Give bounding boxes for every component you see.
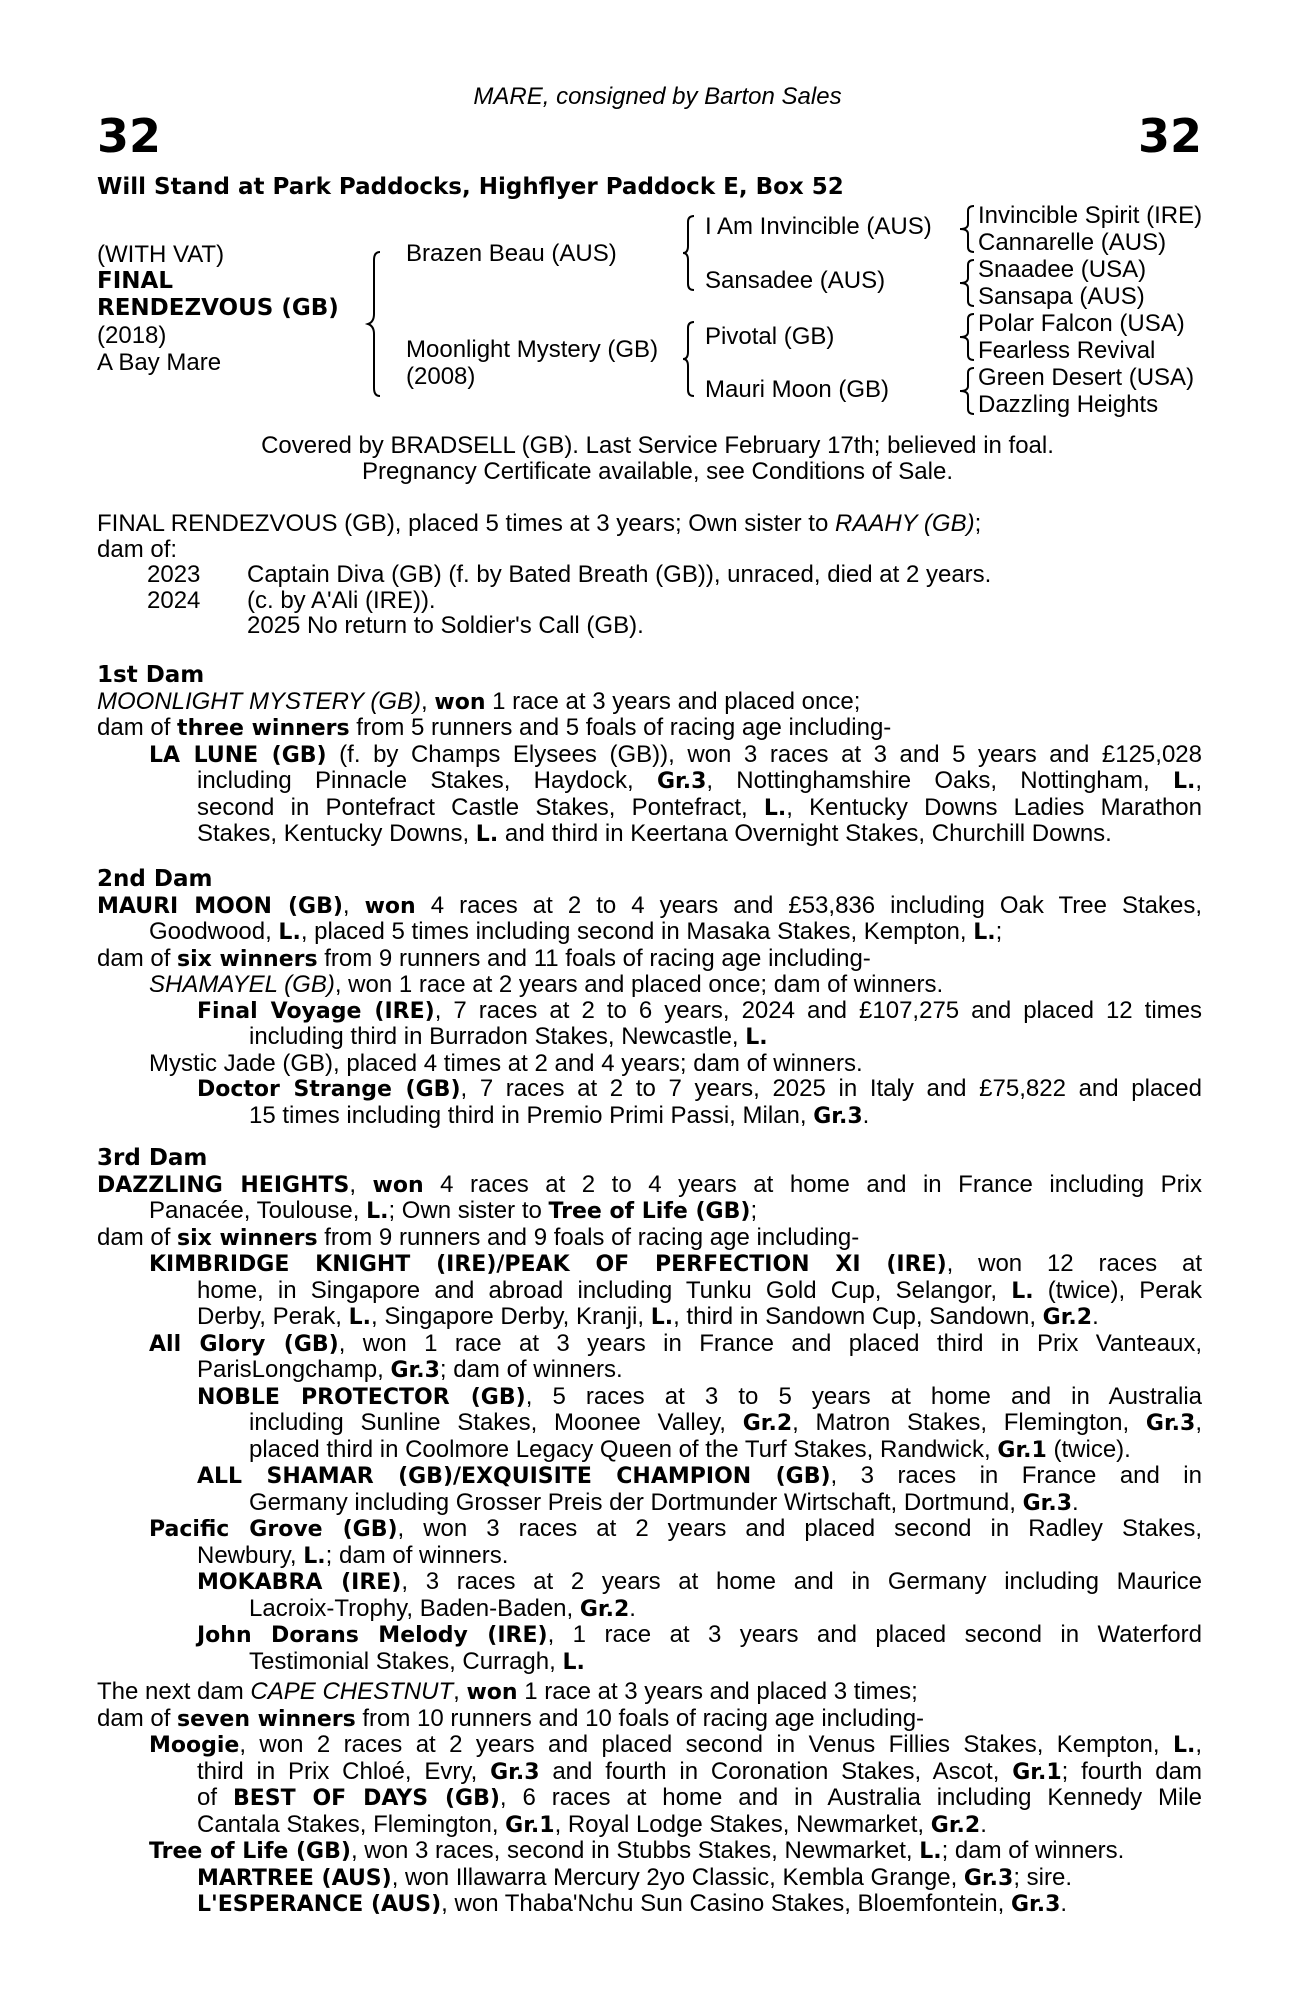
consignment-line: MARE, consigned by Barton Sales (473, 83, 842, 110)
text-line: Derby, Perak, L., Singapore Derby, Kranji, L., third in Sandown Cup, Sandown, Gr.2. (197, 1303, 1099, 1330)
produce-year: 2024 (147, 586, 201, 614)
text-line: LA LUNE (GB) (f. by Champs Elysees (GB)), won 3 races at 3 and 5 years and £125,028 (149, 740, 1202, 768)
first-dam-section (97, 663, 1202, 848)
text-line: Testimonial Stakes, Curragh, L. (249, 1647, 585, 1675)
text-line: MOONLIGHT MYSTERY (GB), won 1 race at 3 years and placed once; (97, 687, 861, 715)
text-line: Doctor Strange (GB), 7 races at 2 to 7 years, 2025 in Italy and £75,822 and placed (197, 1075, 1202, 1102)
produce-year: 2023 (147, 561, 201, 588)
grandsire-7: Green Desert (USA) (978, 364, 1195, 391)
dam-sire: Pivotal (GB) (705, 323, 835, 350)
text-line: Mystic Jade (GB), placed 4 times at 2 and 4 years; dam of winners. (149, 1049, 863, 1077)
text-line: dam of six winners from 9 runners and 11 foals of racing age including- (97, 944, 871, 972)
dam-year: (2008) (406, 363, 476, 390)
text-line: dam of six winners from 9 runners and 9 foals of racing age including- (97, 1223, 860, 1251)
text-line: Tree of Life (GB), won 3 races, second in Stubbs Stakes, Newmarket, L.; dam of winners. (149, 1837, 1125, 1864)
next-dam-section (97, 1679, 1202, 1918)
text-line: including Sunline Stakes, Moonee Valley, Gr.2, Matron Stakes, Flemington, Gr.3, (249, 1409, 1202, 1436)
covering-line1: Covered by BRADSELL (GB). Last Service February 17th; believed in foal. (261, 432, 1054, 459)
relative-name: RAAHY (GB) (835, 510, 975, 537)
text-line: Pacific Grove (GB), won 3 races at 2 years and placed second in Radley Stakes, (149, 1515, 1202, 1542)
text-line: including third in Burradon Stakes, Newcastle, L. (249, 1023, 768, 1050)
text-line: Moogie, won 2 races at 2 years and placed second in Venus Fillies Stakes, Kempton, L., (149, 1731, 1202, 1758)
brace-g2 (958, 258, 978, 308)
section-heading: 1st Dam (97, 662, 205, 688)
intro-section (97, 511, 1202, 639)
text-line: Panacée, Toulouse, L.; Own sister to Tree of Life (GB); (149, 1197, 758, 1224)
text-line: 15 times including third in Premio Primi Passi, Milan, Gr.3. (249, 1101, 870, 1129)
covering-line2: Pregnancy Certificate available, see Conditions of Sale. (362, 458, 953, 485)
text-line: including Pinnacle Stakes, Haydock, Gr.3, Nottinghamshire Oaks, Nottingham, L., (197, 767, 1202, 794)
horse-name-line2: RENDEZVOUS (GB) (97, 295, 339, 321)
sire-dam: Sansadee (AUS) (705, 267, 886, 294)
text-line: MARTREE (AUS), won Illawarra Mercury 2yo Classic, Kembla Grange, Gr.3; sire. (197, 1863, 1073, 1891)
grandsire-4: Sansapa (AUS) (978, 283, 1145, 310)
text-line: Final Voyage (IRE), 7 races at 2 to 6 years, 2024 and £107,275 and placed 12 times (197, 996, 1202, 1024)
text-line: home, in Singapore and abroad including Tunku Gold Cup, Selangor, L. (twice), Perak (197, 1276, 1202, 1304)
intro-dam-of: dam of: (97, 535, 178, 563)
third-dam-section (97, 1146, 1202, 1675)
produce-row: 2023 Captain Diva (GB) (f. by Bated Breath (GB)), unraced, died at 2 years. (97, 562, 1202, 588)
intro-line: FINAL RENDEZVOUS (GB), placed 5 times at 3 years; Own sister to RAAHY (GB); (97, 510, 982, 537)
dam-dam: Mauri Moon (GB) (705, 376, 890, 403)
grandsire-5: Polar Falcon (USA) (978, 310, 1185, 337)
section-heading: 2nd Dam (97, 866, 213, 892)
brace-dam (682, 320, 698, 398)
text-line: Goodwood, L., placed 5 times including second in Masaka Stakes, Kempton, L.; (149, 918, 1003, 945)
text-line: All Glory (GB), won 1 race at 3 years in France and placed third in Prix Vanteaux, (149, 1329, 1202, 1357)
vat-note: (WITH VAT) (97, 241, 225, 268)
second-dam-section (97, 867, 1202, 1129)
text-line: dam of three winners from 5 runners and 5 foals of racing age including- (97, 714, 892, 741)
text-line: placed third in Coolmore Legacy Queen of the Turf Stakes, Randwick, Gr.1 (twice). (249, 1435, 1131, 1463)
grandsire-8: Dazzling Heights (978, 391, 1159, 418)
horse-year: (2018) (97, 322, 167, 349)
text-line: NOBLE PROTECTOR (GB), 5 races at 3 to 5 years at home and in Australia (197, 1382, 1203, 1410)
text-line: Newbury, L.; dam of winners. (197, 1541, 509, 1569)
text-line: The next dam CAPE CHESTNUT, won 1 race at 3 years and placed 3 times; (97, 1678, 918, 1705)
grandsire-3: Snaadee (USA) (978, 256, 1147, 283)
lot-number-right: 32 (1137, 109, 1202, 163)
text-line: third in Prix Chloé, Evry, Gr.3 and fourth in Coronation Stakes, Ascot, Gr.1; fourth dam (197, 1757, 1202, 1785)
horse-description: A Bay Mare (97, 349, 222, 376)
text-line: John Dorans Melody (IRE), 1 race at 3 years and placed second in Waterford (197, 1621, 1202, 1648)
stand-location: Will Stand at Park Paddocks, Highflyer Paddock E, Box 52 (97, 174, 844, 200)
brace-main (366, 250, 386, 398)
lot-number-left: 32 (97, 109, 162, 163)
brace-g3 (958, 312, 978, 362)
text-line: MAURI MOON (GB), won 4 races at 2 to 4 years and £53,836 including Oak Tree Stakes, (97, 891, 1202, 919)
text-line: of BEST OF DAYS (GB), 6 races at home and in Australia including Kennedy Mile (197, 1784, 1203, 1811)
dam: Moonlight Mystery (GB) (406, 336, 659, 363)
text-line: Stakes, Kentucky Downs, L. and third in Keertana Overnight Stakes, Churchill Downs. (197, 820, 1112, 847)
grandsire-6: Fearless Revival (978, 337, 1156, 364)
text-line: MOKABRA (IRE), 3 races at 2 years at home and in Germany including Maurice (197, 1568, 1202, 1595)
brace-g4 (958, 366, 978, 416)
text-line: DAZZLING HEIGHTS, won 4 races at 2 to 4 years at home and in France including Prix (97, 1170, 1202, 1198)
grandsire-1: Invincible Spirit (IRE) (978, 202, 1203, 229)
section-heading: 3rd Dam (97, 1145, 208, 1171)
brace-g1 (958, 204, 978, 254)
sire-sire: I Am Invincible (AUS) (705, 213, 932, 240)
horse-name-line1: FINAL (97, 268, 173, 294)
text-line: Cantala Stakes, Flemington, Gr.1, Royal Lodge Stakes, Newmarket, Gr.2. (197, 1810, 987, 1838)
text-line: ALL SHAMAR (GB)/EXQUISITE CHAMPION (GB), 3 races in France and in (197, 1462, 1202, 1489)
text-line: L'ESPERANCE (AUS), won Thaba'Nchu Sun Casino Stakes, Bloemfontein, Gr.3. (197, 1890, 1068, 1917)
text-line: KIMBRIDGE KNIGHT (IRE)/PEAK OF PERFECTION XI (IRE), won 12 races at (149, 1250, 1202, 1277)
grandsire-2: Cannarelle (AUS) (978, 229, 1167, 256)
brace-sire (682, 214, 698, 292)
sire: Brazen Beau (AUS) (406, 240, 617, 267)
text-line: ParisLongchamp, Gr.3; dam of winners. (197, 1356, 623, 1383)
text-line: dam of seven winners from 10 runners and 10 foals of racing age including- (97, 1704, 925, 1732)
produce-row: 2025 No return to Soldier's Call (GB). (247, 612, 644, 639)
produce-row: 2024 (c. by A'Ali (IRE)). (97, 588, 1202, 614)
text-line: Germany including Grosser Preis der Dortmunder Wirtschaft, Dortmund, Gr.3. (249, 1488, 1079, 1516)
text-line: second in Pontefract Castle Stakes, Pontefract, L., Kentucky Downs Ladies Marathon (197, 793, 1202, 821)
text-line: Lacroix-Trophy, Baden-Baden, Gr.2. (249, 1594, 636, 1622)
text-line: SHAMAYEL (GB), won 1 race at 2 years and placed once; dam of winners. (149, 971, 944, 998)
